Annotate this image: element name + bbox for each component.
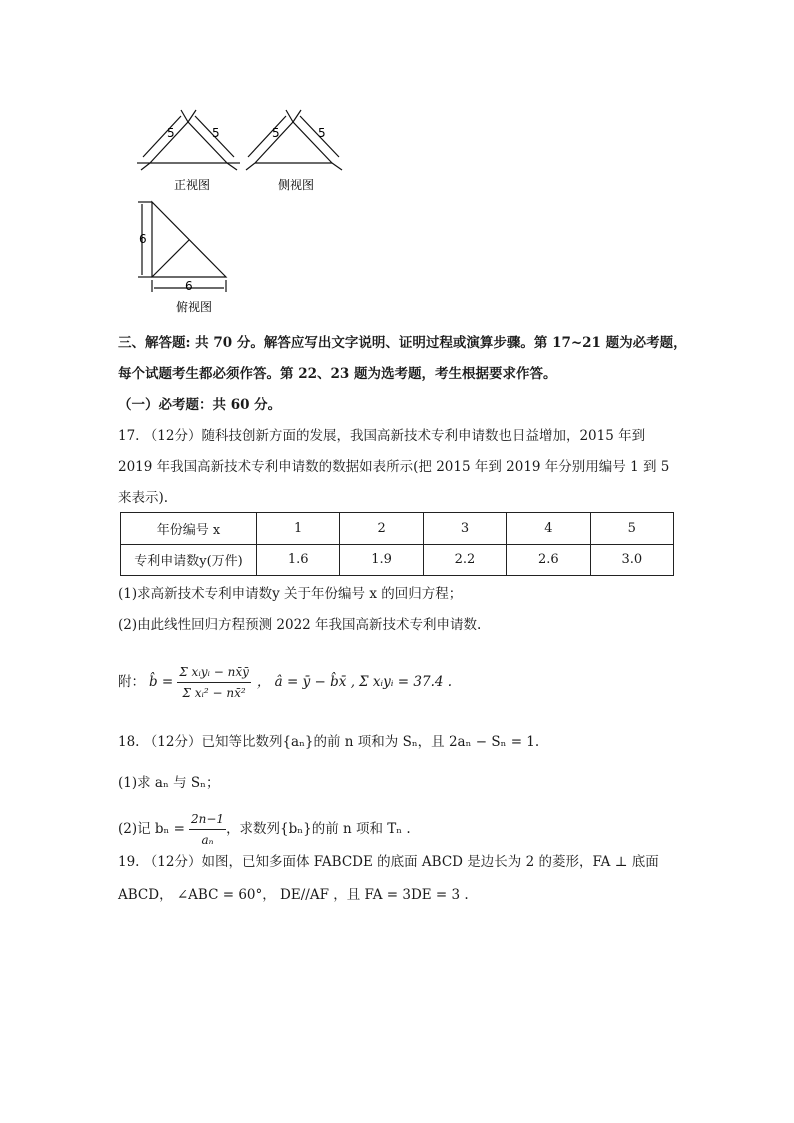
dim-front-left: 5	[167, 126, 175, 140]
formula-b-lhs: b̂ =	[149, 674, 174, 690]
q17-part2: (2)由此线性回归方程预测 2022 年我国高新技术专利申请数.	[118, 617, 482, 633]
front-view-triangle	[137, 110, 240, 170]
top-view-label: 俯视图	[176, 300, 213, 314]
table-cell-y1: 1.6	[257, 544, 340, 576]
table-cell-y2: 1.9	[340, 544, 423, 576]
q19-line1: 19. （12分）如图，已知多面体 FABCDE 的底面 ABCD 是边长为 2 的菱形，FA ⊥ 底面	[118, 854, 659, 870]
formula-a: ， â = ȳ − b̂x̄ ,	[256, 674, 355, 690]
dim-side-left: 5	[272, 126, 280, 140]
table-cell-y3: 2.2	[423, 544, 506, 576]
section3-subtitle: （一）必考题：共 60 分。	[118, 397, 282, 413]
q18-line1: 18. （12分）已知等比数列{aₙ}的前 n 项和为 Sₙ，且 2aₙ − Sₙ = 1.	[118, 734, 540, 750]
q18-b-fraction	[189, 809, 226, 850]
formula-b-numerator: Σ xᵢyᵢ − nx̄ȳ	[177, 662, 251, 683]
q17-line2: 2019 年我国高新技术专利申请数的数据如表所示(把 2015 年到 2019 年分别用编号 1 到 5	[118, 459, 670, 475]
side-view-triangle	[246, 110, 342, 170]
q18-b-numerator: 2n−1	[189, 809, 226, 830]
table-row	[121, 513, 674, 545]
patent-data-table	[120, 512, 674, 576]
table-cell-x1: 1	[257, 513, 340, 545]
dim-top-width: 6	[185, 279, 193, 293]
three-view-figures	[130, 100, 360, 320]
table-cell-x5: 5	[590, 513, 673, 545]
q19-line2: ABCD， ∠ABC = 60°， DE//AF ，且 FA = 3DE = 3 .	[118, 887, 469, 903]
table-cell-x2: 2	[340, 513, 423, 545]
q17-line1: 17. （12分）随科技创新方面的发展，我国高新技术专利申请数也日益增加，2015 年到	[118, 428, 646, 444]
table-header-y: 专利申请数y(万件)	[121, 544, 257, 576]
dim-top-height: 6	[139, 232, 147, 246]
q18-part2-prefix: (2)记 bₙ =	[118, 821, 185, 837]
dim-front-right: 5	[212, 126, 220, 140]
q17-line3: 来表示).	[118, 490, 169, 506]
table-cell-y4: 2.6	[507, 544, 590, 576]
dim-side-right: 5	[318, 126, 326, 140]
table-row	[121, 544, 674, 576]
table-cell-y5: 3.0	[590, 544, 673, 576]
q17-appendix	[118, 652, 452, 712]
table-cell-x4: 4	[507, 513, 590, 545]
q18-part2-suffix: ，求数列{bₙ}的前 n 项和 Tₙ .	[226, 821, 411, 837]
formula-sum: Σ xᵢyᵢ = 37.4 .	[358, 674, 453, 690]
q18-part1: (1)求 aₙ 与 Sₙ；	[118, 775, 220, 791]
top-view-shape	[138, 202, 226, 292]
section3-line2: 每个试题考生都必须作答。第 22、23 题为选考题，考生根据要求作答。	[118, 366, 557, 382]
front-view-label: 正视图	[174, 178, 211, 192]
formula-b-denominator: Σ xᵢ² − nx̄²	[182, 685, 246, 700]
formula-b-fraction	[177, 662, 251, 703]
q18-part2	[118, 806, 411, 852]
q18-b-denominator: aₙ	[201, 832, 214, 847]
q17-part1: (1)求高新技术专利申请数y 关于年份编号 x 的回归方程；	[118, 586, 463, 602]
appendix-prefix: 附：	[118, 674, 145, 690]
table-header-x: 年份编号 x	[121, 513, 257, 545]
table-cell-x3: 3	[423, 513, 506, 545]
side-view-label: 侧视图	[278, 178, 315, 192]
section3-line1: 三、解答题: 共 70 分。解答应写出文字说明、证明过程或演算步骤。第 17~21 题为必考题，	[118, 335, 687, 351]
